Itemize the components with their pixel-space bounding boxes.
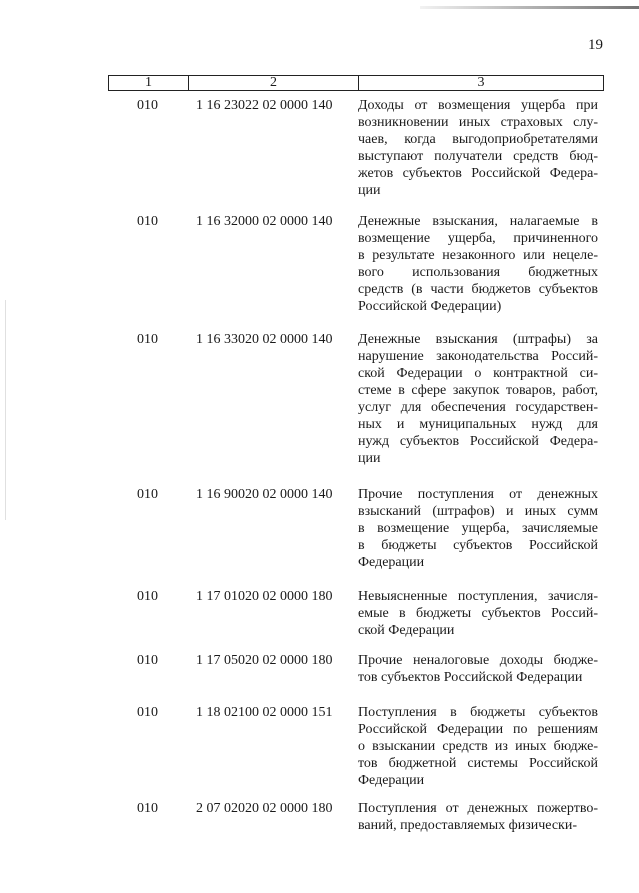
header-col-1: 1 [109, 76, 189, 90]
description-line: ных и муниципальных нужд для [358, 417, 598, 432]
description-line: о взыскании средств из иных бюдже- [358, 739, 598, 754]
description-line: Невыясненные поступления, зачисля- [358, 589, 598, 604]
admin-code: 010 [137, 589, 158, 604]
admin-code: 010 [137, 705, 158, 720]
description-line: Прочие неналоговые доходы бюдже- [358, 653, 598, 668]
description-line: тов субъектов Российской Федерации [358, 670, 583, 685]
revenue-description [358, 652, 598, 686]
description-line: ской Федерации [358, 623, 455, 638]
description-line: услуг для обеспечения государствен- [358, 400, 598, 415]
description-line: вого использования бюджетных [358, 265, 598, 280]
budget-classification-code: 1 16 23022 02 0000 140 [196, 98, 333, 113]
budget-classification-code: 1 17 05020 02 0000 180 [196, 653, 333, 668]
header-col-2: 2 [189, 76, 359, 90]
budget-classification-code: 1 16 32000 02 0000 140 [196, 214, 333, 229]
revenue-description [358, 97, 598, 199]
table-header [108, 75, 604, 91]
description-line: возникновении иных страховых слу- [358, 115, 598, 130]
description-line: Доходы от возмещения ущерба при [358, 98, 598, 113]
description-line: Российской Федерации по решениям [358, 722, 598, 737]
description-line: Денежные взыскания, налагаемые в [358, 214, 598, 229]
description-line: ваний, предоставляемых физически- [358, 818, 578, 833]
description-line: взысканий (штрафов) и иных сумм [358, 504, 598, 519]
budget-classification-code: 1 18 02100 02 0000 151 [196, 705, 333, 720]
description-line: Федерации [358, 555, 425, 570]
revenue-description [358, 213, 598, 315]
description-line: в возмещение ущерба, зачисляемые [358, 521, 598, 536]
revenue-description [358, 331, 598, 467]
description-line: нужд субъектов Российской Федера- [358, 434, 598, 449]
description-line: ции [358, 451, 381, 466]
scan-edge-mark [420, 6, 639, 9]
description-line: в результате незаконного или нецеле- [358, 248, 598, 263]
description-line: стеме в сфере закупок товаров, работ, [358, 383, 598, 398]
revenue-description [358, 800, 598, 834]
header-col-3: 3 [477, 75, 485, 90]
description-line: Федерации [358, 773, 425, 788]
admin-code: 010 [137, 214, 158, 229]
description-line: Поступления от денежных пожертво- [358, 801, 598, 816]
description-line: возмещение ущерба, причиненного [358, 231, 598, 246]
admin-code: 010 [137, 487, 158, 502]
description-line: Денежные взыскания (штрафы) за [358, 332, 598, 347]
description-line: ской Федерации о контрактной си- [358, 366, 598, 381]
description-line: средств (в части бюджетов субъектов [358, 282, 598, 297]
page-number: 19 [588, 37, 603, 53]
description-line: емые в бюджеты субъектов Россий- [358, 606, 598, 621]
description-line: жетов субъектов Российской Федера- [358, 166, 598, 181]
description-line: Российской Федерации) [358, 299, 502, 314]
description-line: Поступления в бюджеты субъектов [358, 705, 598, 720]
budget-classification-code: 1 16 33020 02 0000 140 [196, 332, 333, 347]
budget-classification-code: 1 17 01020 02 0000 180 [196, 589, 333, 604]
description-line: чаев, когда выгодоприобретателями [358, 132, 598, 147]
description-line: в бюджеты субъектов Российской [358, 538, 598, 553]
scan-left-edge [5, 300, 6, 520]
description-line: Прочие поступления от денежных [358, 487, 598, 502]
admin-code: 010 [137, 653, 158, 668]
description-line: выступают получатели средств бюд- [358, 149, 598, 164]
budget-classification-code: 2 07 02020 02 0000 180 [196, 801, 333, 816]
revenue-description [358, 486, 598, 571]
description-line: тов бюджетной системы Российской [358, 756, 598, 771]
description-line: ции [358, 183, 381, 198]
admin-code: 010 [137, 98, 158, 113]
revenue-description [358, 588, 598, 639]
admin-code: 010 [137, 332, 158, 347]
description-line: нарушение законодательства Россий- [358, 349, 598, 364]
budget-classification-code: 1 16 90020 02 0000 140 [196, 487, 333, 502]
admin-code: 010 [137, 801, 158, 816]
revenue-description [358, 704, 598, 789]
